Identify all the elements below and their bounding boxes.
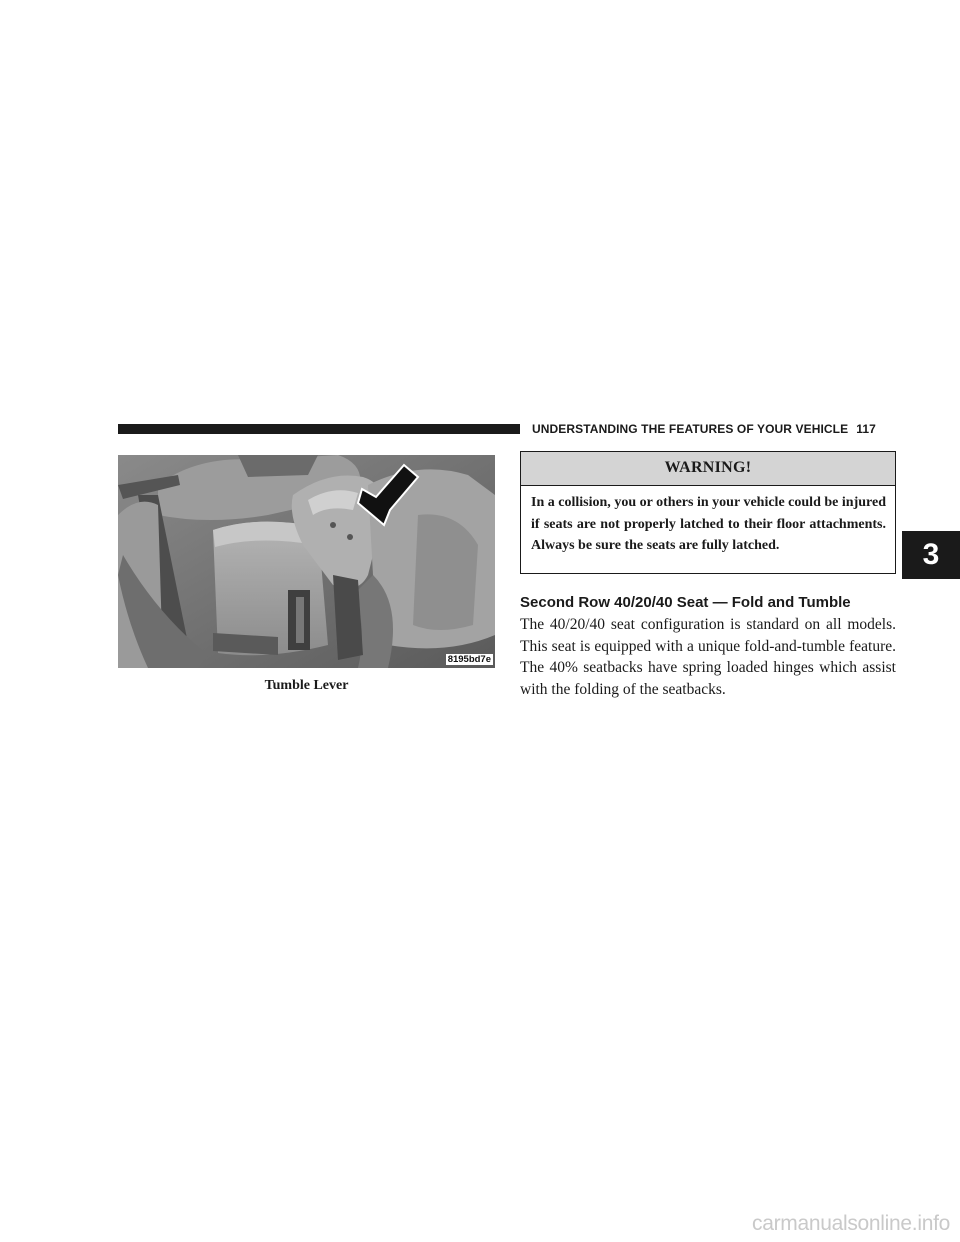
- running-header: [532, 420, 902, 438]
- header-rule: [118, 424, 520, 434]
- tumble-lever-photo: [118, 455, 495, 668]
- seat-illustration: [118, 455, 495, 668]
- figure-caption: Tumble Lever: [264, 678, 349, 693]
- warning-heading: WARNING!: [521, 452, 895, 486]
- section-paragraph: The 40/20/40 seat configuration is standard on all models. This seat is equipped with a unique fold-and-tumble feature. The 40% seatbacks have spring loaded hinges which assist with the folding of the seatbacks.: [520, 616, 896, 698]
- figure-code: 8195bd7e: [447, 654, 491, 665]
- chapter-tab: 3: [902, 531, 960, 579]
- warning-text: In a collision, you or others in your vehicle could be injured if seats are not properly latched to their floor attachments. Always be sure the seats are fully latched.: [531, 495, 886, 553]
- watermark: carmanualsonline.info: [752, 1212, 950, 1235]
- header-title: UNDERSTANDING THE FEATURES OF YOUR VEHICLE: [532, 422, 849, 436]
- page-number: 117: [856, 422, 876, 436]
- warning-box: [520, 451, 896, 574]
- section-heading: Second Row 40/20/40 Seat — Fold and Tumble: [520, 594, 851, 611]
